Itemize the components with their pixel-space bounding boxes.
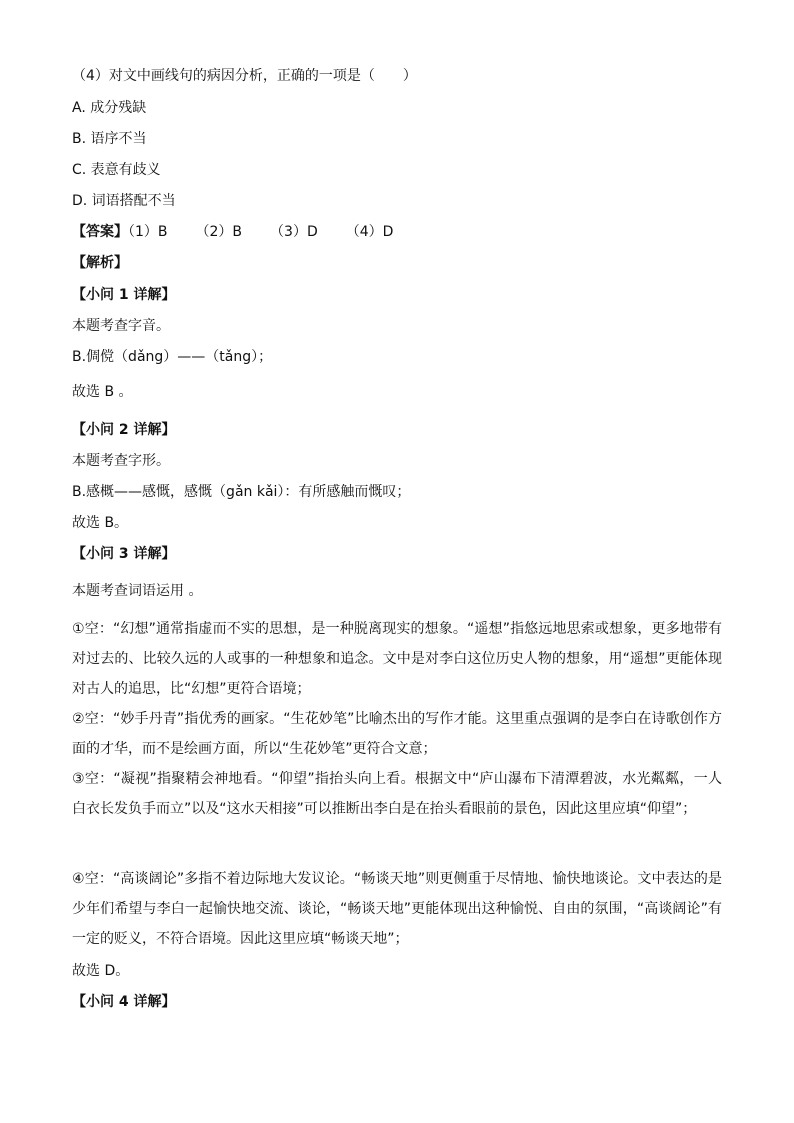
q4-heading: 【小问 4 详解】 bbox=[72, 994, 176, 1010]
q1-line: B.倜傥（dǎng）——（tǎng）； bbox=[72, 349, 273, 365]
answer-item: （3）D bbox=[270, 224, 318, 240]
answer-item: （2）B bbox=[195, 224, 243, 240]
answer-item: （4）D bbox=[345, 224, 394, 240]
analysis-label: 【解析】 bbox=[72, 255, 128, 271]
q3-heading: 【小问 3 详解】 bbox=[72, 546, 176, 562]
q1-heading: 【小问 1 详解】 bbox=[72, 287, 176, 303]
q3-conclusion: 故选 D。 bbox=[72, 963, 130, 979]
option-a: A. 成分残缺 bbox=[72, 100, 147, 116]
answer-label: 【答案】 bbox=[72, 224, 128, 240]
q2-line: 故选 B。 bbox=[72, 515, 129, 531]
question-4-stem: （4）对文中画线句的病因分析，正确的一项是（ ） bbox=[72, 68, 417, 84]
option-c: C. 表意有歧义 bbox=[72, 162, 161, 178]
answer-item: （1）B bbox=[128, 224, 168, 240]
option-d: D. 词语搭配不当 bbox=[72, 193, 176, 209]
q3-paragraph-2: ②空：“妙手丹青”指优秀的画家。“生花妙笔”比喻杰出的写作才能。这里重点强调的是李白在诗歌创作方面的才华，而不是绘画方面，所以“生花妙笔”更符合文意； bbox=[72, 711, 722, 757]
q3-paragraph-4: ④空：“高谈阔论”多指不着边际地大发议论。“畅谈天地”则更侧重于尽情地、愉快地谈论。文中表达的是少年们希望与李白一起愉快地交流、谈论，“畅谈天地”更能体现出这种愉悦、自由的氛围，“高谈阔论”有一定的贬义，不符合语境。因此这里应填“畅谈天地”； bbox=[72, 871, 722, 947]
q3-intro: 本题考查词语运用 。 bbox=[72, 583, 203, 599]
q1-line: 故选 B 。 bbox=[72, 384, 133, 400]
q3-paragraph-1: ①空：“幻想”通常指虚而不实的思想，是一种脱离现实的想象。“遥想”指悠远地思索或想象，更多地带有对过去的、比较久远的人或事的一种想象和追念。文中是对李白这位历史人物的想象，用“遥想”更能体现对古人的追思，比“幻想”更符合语境； bbox=[72, 621, 722, 697]
q3-paragraph-3: ③空：“凝视”指聚精会神地看。“仰望”指抬头向上看。根据文中“庐山瀑布下清潭碧波，水光粼粼，一人白衣长发负手而立”以及“这水天相接”可以推断出李白是在抬头看眼前的景色，因此这里应填“仰望”； bbox=[72, 771, 722, 817]
q2-line: 本题考查字形。 bbox=[72, 453, 170, 469]
q2-heading: 【小问 2 详解】 bbox=[72, 422, 176, 438]
option-b: B. 语序不当 bbox=[72, 131, 147, 147]
q1-line: 本题考查字音。 bbox=[72, 318, 170, 334]
answer-line bbox=[72, 223, 421, 241]
q2-line: B.感概——感慨，感慨（gǎn kǎi）：有所感触而慨叹； bbox=[72, 484, 411, 500]
